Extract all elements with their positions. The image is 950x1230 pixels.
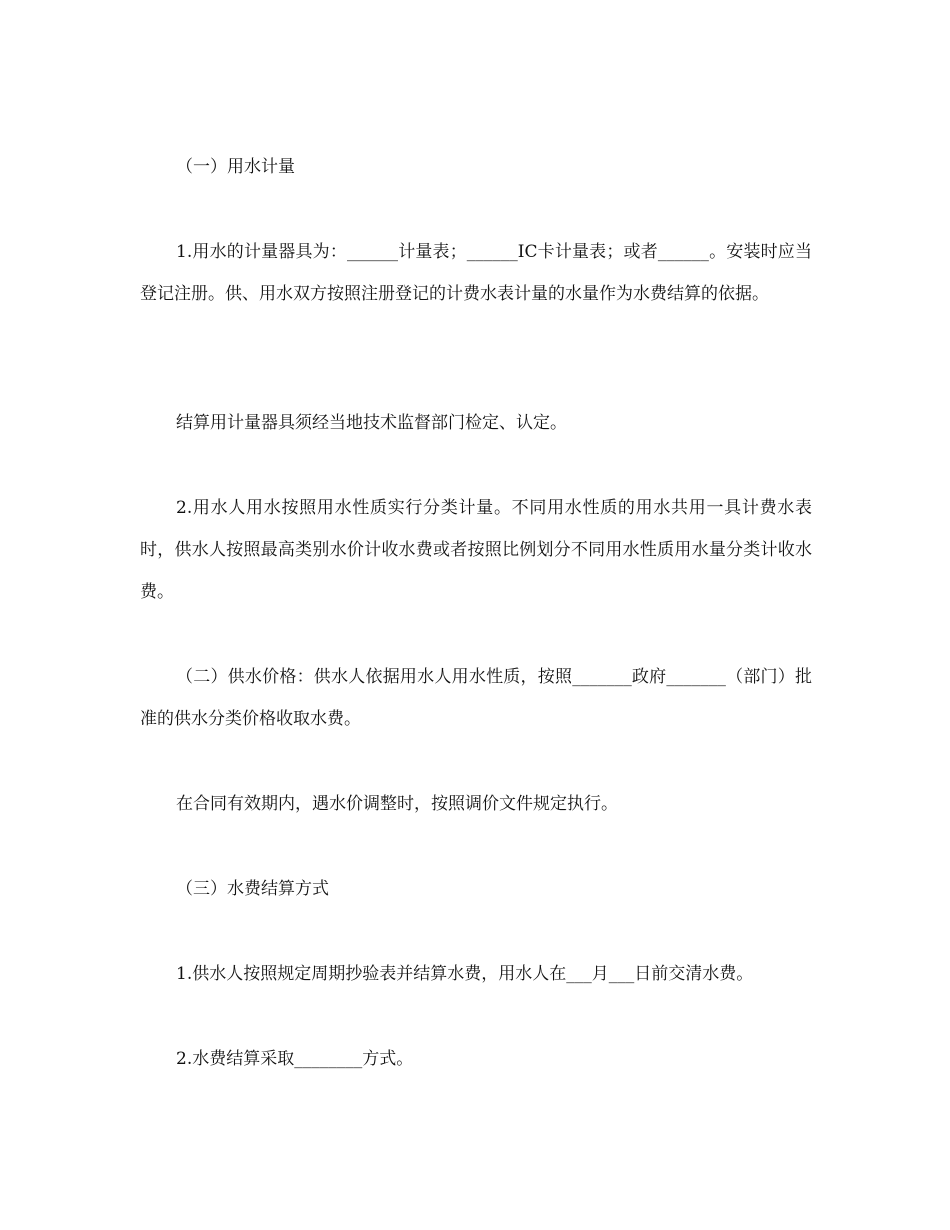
paragraph-settlement-method: 2.水费结算采取________方式。 bbox=[176, 1049, 414, 1069]
paragraph-price-adjustment: 在合同有效期内，遇水价调整时，按照调价文件规定执行。 bbox=[176, 794, 618, 814]
paragraph-classified-metering: 2.用水人用水按照用水性质实行分类计量。不同用水性质的用水共用一具计费水表时，供水人按照最高类别水价计收水费或者按照比例划分不同用水性质用水量分类计收水费。 bbox=[140, 498, 812, 602]
paragraph-metering-devices: 1.用水的计量器具为：______计量表；______IC卡计量表；或者______。安装时应当登记注册。供、用水双方按照注册登记的计费水表计量的水量作为水费结算的依据。 bbox=[140, 242, 812, 304]
paragraph-metering-inspection: 结算用计量器具须经当地技术监督部门检定、认定。 bbox=[176, 413, 567, 433]
paragraph-meter-reading: 1.供水人按照规定周期抄验表并结算水费，用水人在___月___日前交清水费。 bbox=[176, 964, 754, 984]
paragraph-water-price: （二）供水价格：供水人依据用水人用水性质，按照_______政府_______（部门）批准的供水分类价格收取水费。 bbox=[140, 667, 812, 729]
section-heading-water-metering: （一）用水计量 bbox=[176, 157, 295, 177]
section-heading-settlement-method: （三）水费结算方式 bbox=[176, 879, 329, 899]
